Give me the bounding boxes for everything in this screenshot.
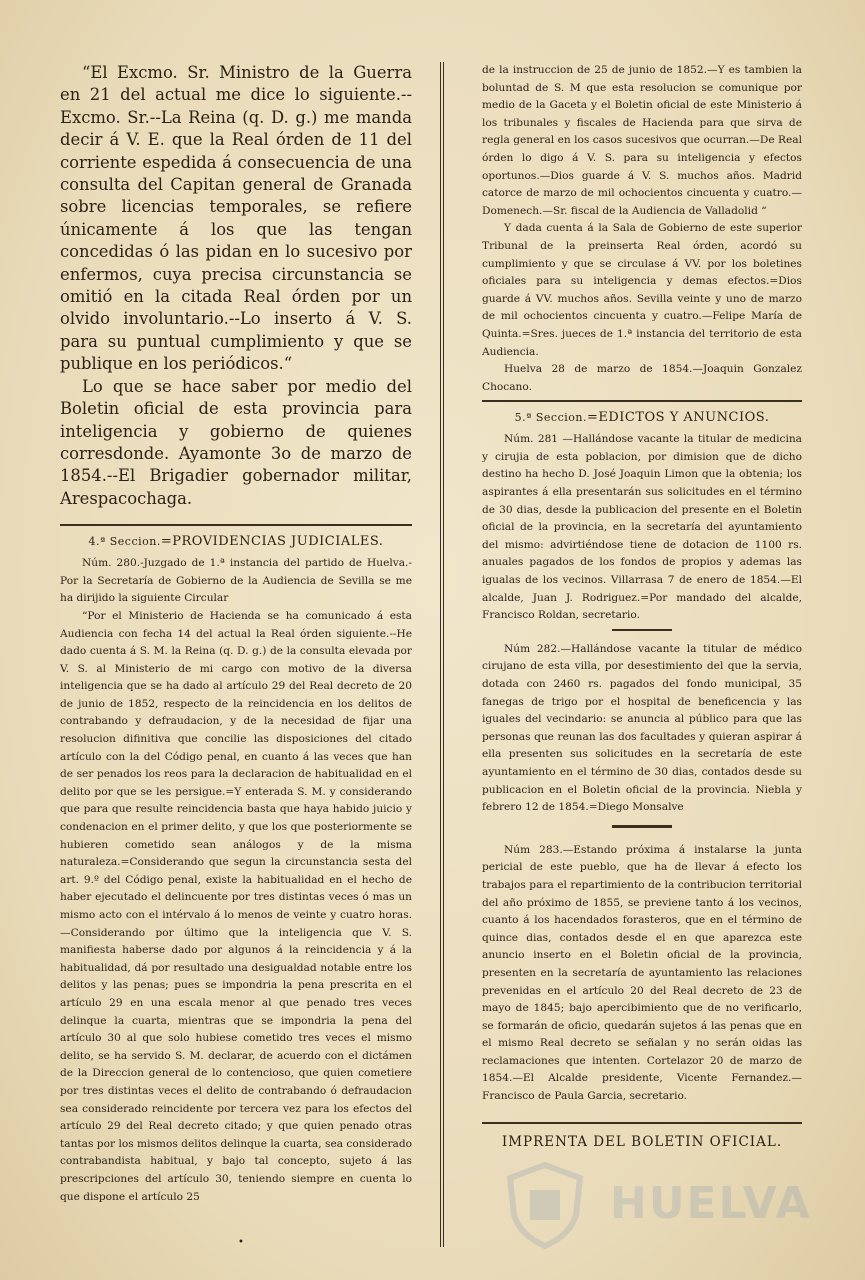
watermark-text: HUELVA (610, 1178, 812, 1229)
military-letter (60, 62, 412, 510)
archive-watermark (500, 1160, 830, 1250)
letter-paragraph: “El Excmo. Sr. Ministro de la Guerra en 21 del actual me dice lo siguiente.--Excmo. Sr.--La Reina (q. D. g.) me manda decir á V. E. que la Real órden de 11 del corriente espedida á consecuencia de una consulta del Capitan general de Granada sobre licencias temporales, se refiere únicamente á los que las tengan concedidas ó las pidan en lo sucesivo por enfermos, cuya precisa circunstancia se omitió en la citada Real órden por un olvido involuntario.--Lo inserto á V. S. para su puntual cumplimiento y que se publique en los periódicos.“ (60, 63, 412, 374)
section-4-number: 4.ª Seccion. (88, 535, 161, 549)
section-5-title: =EDICTOS Y ANUNCIOS. (586, 410, 770, 426)
notice-280 (60, 555, 412, 1206)
notice-280-body: “Por el Ministerio de Hacienda se ha comunicado á esta Audiencia con fecha 14 del actual la Real órden siguiente.--He dado cuenta á S. M. la Reina (q. D. g.) de la consulta elevada por V. S. al Ministerio de mi cargo con motivo de la diversa inteligencia que se ha dado al artículo 29 del Real decreto de 20 de junio de 1852, respecto de la reincidencia en los delitos de contrabando y defraudacion, y de la necesidad de fijar una resolucion difinitiva que concilie las disposiciones del citado artículo con la del Código penal, en cuanto á las veces que han de ser penados los reos para la declaracion de habitualidad en el delito por que se les persigue.=Y enterada S. M. y considerando que para que resulte reincidencia basta que haya habido juicio y condenacion en el primer delito, y que los que posteriormente se hubieren cometido sean análogos y de la misma naturaleza.=Considerando que segun la circunstancia sesta del art. 9.º del Código penal, existe la habitualidad en el hecho de haber ejecutado el delincuente por tres distintas veces ó mas un mismo acto con el intérvalo á lo menos de veinte y cuatro horas.—Considerando por último que la inteligencia que V. S. manifiesta haberse dado por algunos á la reincidencia y á la habitualidad, dá por resultado una desigualdad notable entre los delitos y las penas; pues se impondria la pena prescrita en el artículo 29 en una escala menor al que penado tres veces delinque la cuarta, mientras que se impondria la pena del artículo 30 al que solo hubiese cometido tres veces el mismo delito, se ha servido S. M. declarar, de acuerdo con el dictámen de la Direccion general de lo contencioso, que quien cometiere por tres distintas veces el delito de contrabando ó defraudacion sea considerado reincidente por tercera vez para los efectos del artículo 29 del Real decreto citado; y que quien penado otras tantas por los mismos delitos delinque la cuarta, sea considerado contrabandista habitual, y bajo tal concepto, sujeto á las prescripciones del artículo 30, teniendo siempre en cuenta lo que dispone el artículo 25 (60, 609, 412, 1203)
signature-line: Huelva 28 de marzo de 1854.—Joaquin Gonzalez Chocano. (482, 363, 802, 393)
notice-281: Núm. 281 —Hallándose vacante la titular de medicina y cirujia de esta poblacion, por dimision que de dicho destino ha hecho D. José Joaquin Limon que la obtenia; los aspirantes á ella presentarán sus solicitudes en el término de 30 dias, desde la publicacion del presente en el Boletin oficial de la provincia, en la secretaría del ayuntamiento del mismo: advirtiéndose tiene de dotacion de 1100 rs. anuales pagados de los fondos de propios y ademas las igualas de los vecinos. Villarrasa 7 de enero de 1854.—El alcalde, Juan J. Rodriguez.=Por mandado del alcalde, Francisco Roldan, secretario. (482, 433, 802, 622)
closing-paragraph: Lo que se hace saber por medio del Boletin oficial de esta provincia para inteligencia y gobierno de quienes corresdonde. Ayamonte 3o de marzo de 1854.--El Brigadier gobernador militar, Arespacochaga. (60, 376, 412, 508)
column-divider (440, 62, 444, 1247)
continuation-text-2: Y dada cuenta á la Sala de Gobierno de este superior Tribunal de la preinserta Real órden, acordó su cumplimiento y que se circulase á VV. por los boletines oficiales para su inteligencia y demas efectos.=Dios guarde á VV. muchos años. Sevilla veinte y uno de marzo de mil ochocientos cincuenta y cuatro.—Felipe María de Quinta.=Sres. jueces de 1.ª instancia del territorio de esta Audiencia. (482, 222, 802, 358)
left-column (60, 62, 412, 1206)
footer-mark: • (238, 1237, 244, 1248)
notice-283: Núm 283.—Estando próxima á instalarse la junta pericial de este pueblo, que ha de llevar á efecto los trabajos para el repartimiento de la contribucion territorial del año próximo de 1855, se previene tanto á los vecinos, cuanto á los hacendados forasteros, que en el término de quince dias, contados desde el en que aparezca este anuncio inserto en el Boletin oficial de la provincia, presenten en la secretaría de ayuntamiento las relaciones prevenidas en el artículo 20 del Real decreto de 23 de mayo de 1845; bajo apercibimiento que de no verificarlo, se formarán de oficio, quedarán sujetos á las penas que en el mismo Real decreto se señalan y no serán oidas las reclamaciones que intenten. Cortelazor 20 de marzo de 1854.—El Alcalde presidente, Vicente Fernandez.—Francisco de Paula Garcia, secretario. (482, 843, 802, 1103)
separator-rule (612, 825, 672, 828)
notice-282: Núm 282.—Hallándose vacante la titular de médico cirujano de esta villa, por desestimiento del que la servia, dotada con 2460 rs. pagados del fondo municipal, 35 fanegas de trigo por el hospital de beneficencia y las iguales del vecindario: se anuncia al público para que las personas que reunan las dos facultades y quieran aspirar á ella presenten sus solicitudes en la secretaría de este ayuntamiento en el término de 30 dias, contados desde su publicacion en el Boletin oficial de la provincia. Niebla y febrero 12 de 1854.=Diego Monsalve (482, 642, 802, 814)
separator-rule (612, 629, 672, 631)
imprint-line: IMPRENTA DEL BOLETIN OFICIAL. (501, 1133, 783, 1150)
section-5-heading (482, 400, 802, 431)
section-4-heading (60, 524, 412, 555)
section-5-number: 5.ª Seccion. (514, 411, 587, 425)
shield-icon (500, 1160, 590, 1250)
section-4-title: =PROVIDENCIAS JUDICIALES. (160, 534, 384, 550)
separator-rule (482, 1122, 802, 1124)
notice-280-intro: Núm. 280.-Juzgado de 1.ª instancia del partido de Huelva.-Por la Secretaría de Gobierno de la Audiencia de Sevilla se me ha dirijido la siguiente Circular (60, 557, 412, 605)
continuation-text: de la instruccion de 25 de junio de 1852.—Y es tambien la boluntad de S. M que esta resolucion se comunique por medio de la Gaceta y el Boletin oficial de este Ministerio á los tribunales y fiscales de Hacienda para que sirva de regla general en los casos sucesivos que ocurran.—De Real órden lo digo á V. S. para su inteligencia y efectos oportunos.—Dios guarde á V. S. muchos años. Madrid catorce de marzo de mil ochocientos cincuenta y cuatro.—Domenech.—Sr. fiscal de la Audiencia de Valladolid “ (482, 64, 802, 217)
right-column (482, 62, 802, 1150)
